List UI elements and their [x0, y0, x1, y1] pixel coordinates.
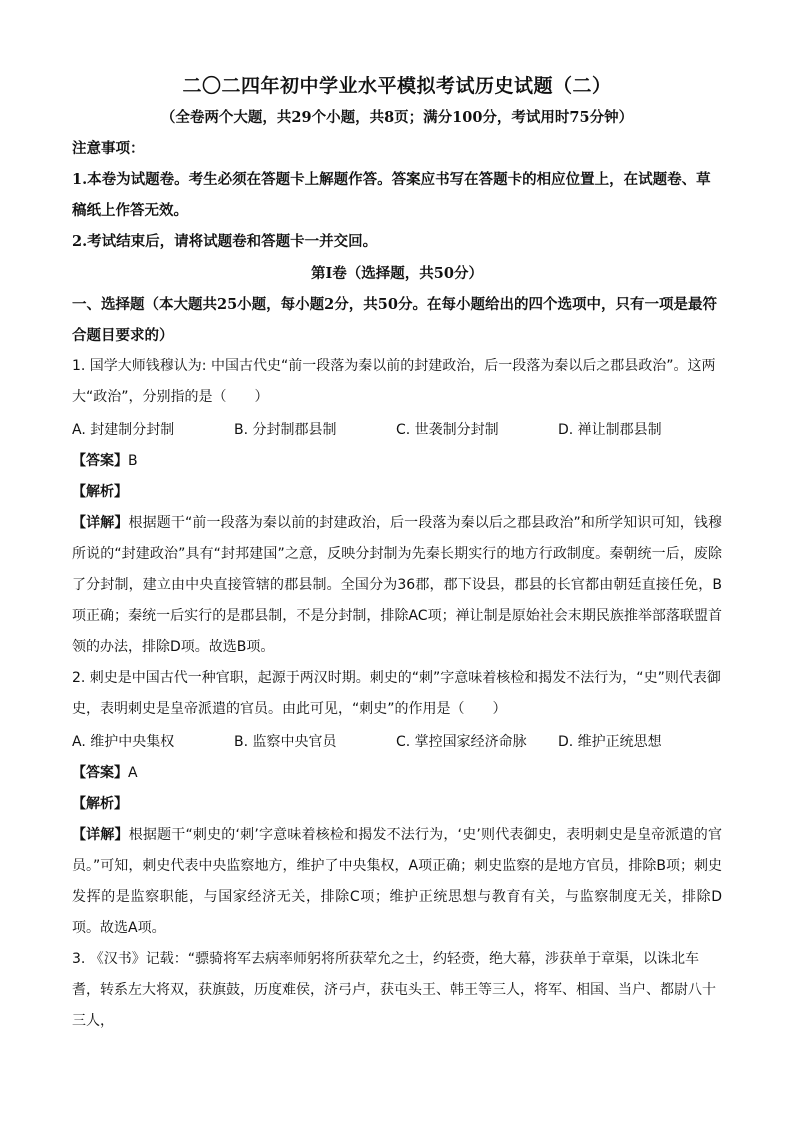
detail-text: 根据题干“前一段落为秦以前的封建政治，后一段落为秦以后之郡县政治”和所学知识可知，钱穆所说的“封建政治”具有“封邦建国”之意，反映分封制为先秦长期实行的地方行政制度。秦朝统一后，废除了分封制，建立由中央直接管辖的郡县制。全国分为36郡，郡下设县，郡县的长官都由朝廷直接任免，B项正确；秦统一后实行的是郡县制，不是分封制，排除AC项；禅让制是原始社会末期民族推举部落联盟首领的办法，排除D项。故选B项。: [72, 515, 722, 655]
question-stem: 1. 国学大师钱穆认为: 中国古代史“前一段落为秦以前的封建政治，后一段落为秦以后之郡县政治”。这两大“政治”，分别指的是（ ）: [72, 358, 716, 405]
option-c: C. 掌控国家经济命脉: [396, 734, 527, 750]
answer-label: 【答案】: [72, 453, 128, 469]
detail-label: 【详解】: [72, 515, 129, 531]
options-row: [72, 415, 722, 446]
page-title: 二〇二四年初中学业水平模拟考试历史试题（二）: [182, 75, 612, 97]
option-d: D. 禅让制郡县制: [558, 422, 662, 438]
analysis-line: [72, 789, 722, 820]
section-title: 第Ⅰ卷（选择题，共50分）: [311, 265, 483, 282]
option-b: B. 监察中央官员: [234, 734, 337, 750]
analysis-label: 【解析】: [72, 796, 128, 812]
exam-info: （全卷两个大题，共29个小题，共8页；满分100分，考试用时75分钟）: [160, 109, 634, 126]
analysis-line: [72, 477, 722, 508]
detail-paragraph: [72, 820, 722, 944]
question-block: [72, 663, 722, 944]
detail-text: 根据题干“刺史的‘刺’字意味着核检和揭发不法行为，‘史’则代表御史，表明刺史是皇帝派遣的官员。”可知，刺史代表中央监察地方，维护了中央集权，A项正确；刺史监察的是地方官员，排除B项；刺史发挥的是监察职能，与国家经济无关，排除C项；维护正统思想与教育有关，与监察制度无关，排除D项。故选A项。: [72, 827, 722, 936]
question-stem: 2. 刺史是中国古代一种官职，起源于两汉时期。刺史的“刺”字意味着核检和揭发不法行为，“史”则代表御史，表明刺史是皇帝派遣的官员。由此可见，“刺史”的作用是（ ）: [72, 670, 721, 717]
option-a: A. 封建制分封制: [72, 422, 175, 438]
question-stem: 3. 《汉书》记载：“骠骑将军去病率师躬将所获荤允之士，约轻赍，绝大幕，涉获单于章渠，以诛北车耆，转系左大将双，获旗鼓，历度难侯，济弓卢，获屯头王、韩王等三人，将军、相国、当户、都尉八十三人，: [72, 951, 716, 1029]
detail-label: 【详解】: [72, 827, 129, 843]
notice-item: 2.考试结束后，请将试题卷和答题卡一并交回。: [72, 233, 378, 250]
option-b: B. 分封制郡县制: [234, 422, 337, 438]
option-a: A. 维护中央集权: [72, 734, 175, 750]
option-c: C. 世袭制分封制: [396, 422, 499, 438]
options-row: [72, 727, 722, 758]
notice-item: 1.本卷为试题卷。考生必须在答题卡上解题作答。答案应书写在答题卡的相应位置上，在试题卷、草稿纸上作答无效。: [72, 171, 711, 219]
part-title: 一、选择题（本大题共25小题，每小题2分，共50分。在每小题给出的四个选项中，只有一项是最符合题目要求的）: [72, 296, 717, 344]
detail-paragraph: [72, 508, 722, 663]
notice-heading: 注意事项：: [72, 140, 145, 157]
answer-value: B: [128, 453, 138, 469]
question-block: [72, 351, 722, 663]
answer-label: 【答案】: [72, 765, 128, 781]
answer-value: A: [128, 765, 138, 781]
answer-line: [72, 758, 722, 789]
analysis-label: 【解析】: [72, 484, 128, 500]
question-block: [72, 944, 722, 1037]
option-d: D. 维护正统思想: [558, 734, 662, 750]
answer-line: [72, 446, 722, 477]
